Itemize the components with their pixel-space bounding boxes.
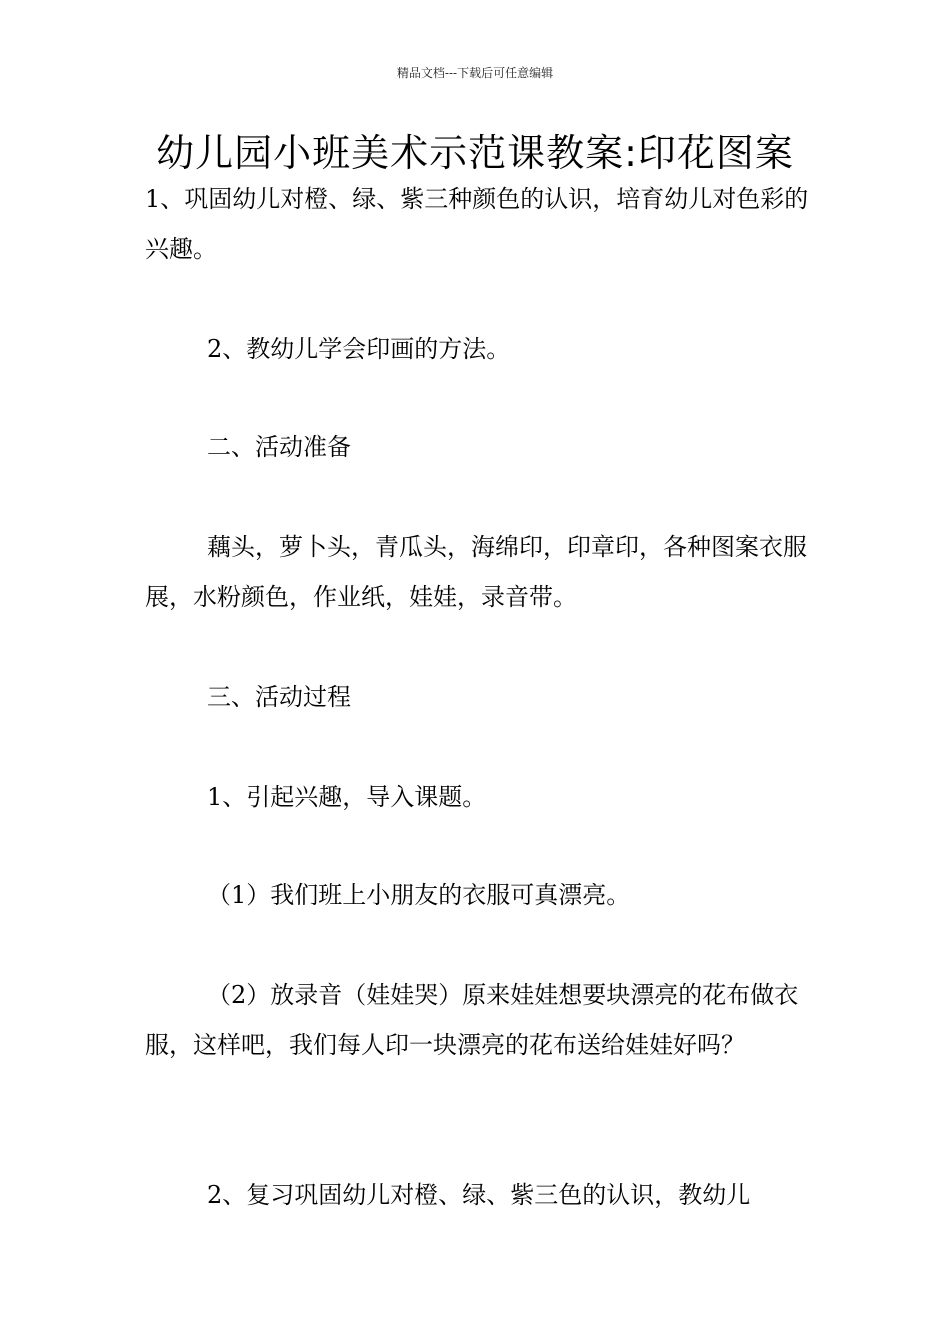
section-heading-process: 三、活动过程 bbox=[207, 683, 351, 711]
step-1: 1、引起兴趣，导入课题。 bbox=[207, 783, 487, 811]
step-1-sub-1: （1）我们班上小朋友的衣服可真漂亮。 bbox=[207, 881, 631, 909]
section-heading-preparation: 二、活动准备 bbox=[207, 433, 351, 461]
document-title: 幼儿园小班美术示范课教案:印花图案 bbox=[156, 131, 794, 175]
objective-1: 1、巩固幼儿对橙、绿、紫三种颜色的认识，培育幼儿对色彩的兴趣。 bbox=[145, 185, 809, 263]
step-2: 2、复习巩固幼儿对橙、绿、紫三色的认识，教幼儿 bbox=[207, 1181, 751, 1209]
step-1-sub-2: （2）放录音（娃娃哭）原来娃娃想要块漂亮的花布做衣服，这样吧，我们每人印一块漂亮的花布送给娃娃好吗？ bbox=[145, 981, 799, 1059]
materials-paragraph: 藕头，萝卜头，青瓜头，海绵印，印章印，各种图案衣服展，水粉颜色，作业纸，娃娃，录音带。 bbox=[145, 533, 807, 611]
page-header: 精品文档---下载后可任意编辑 bbox=[396, 66, 554, 80]
objective-2: 2、教幼儿学会印画的方法。 bbox=[207, 335, 511, 363]
